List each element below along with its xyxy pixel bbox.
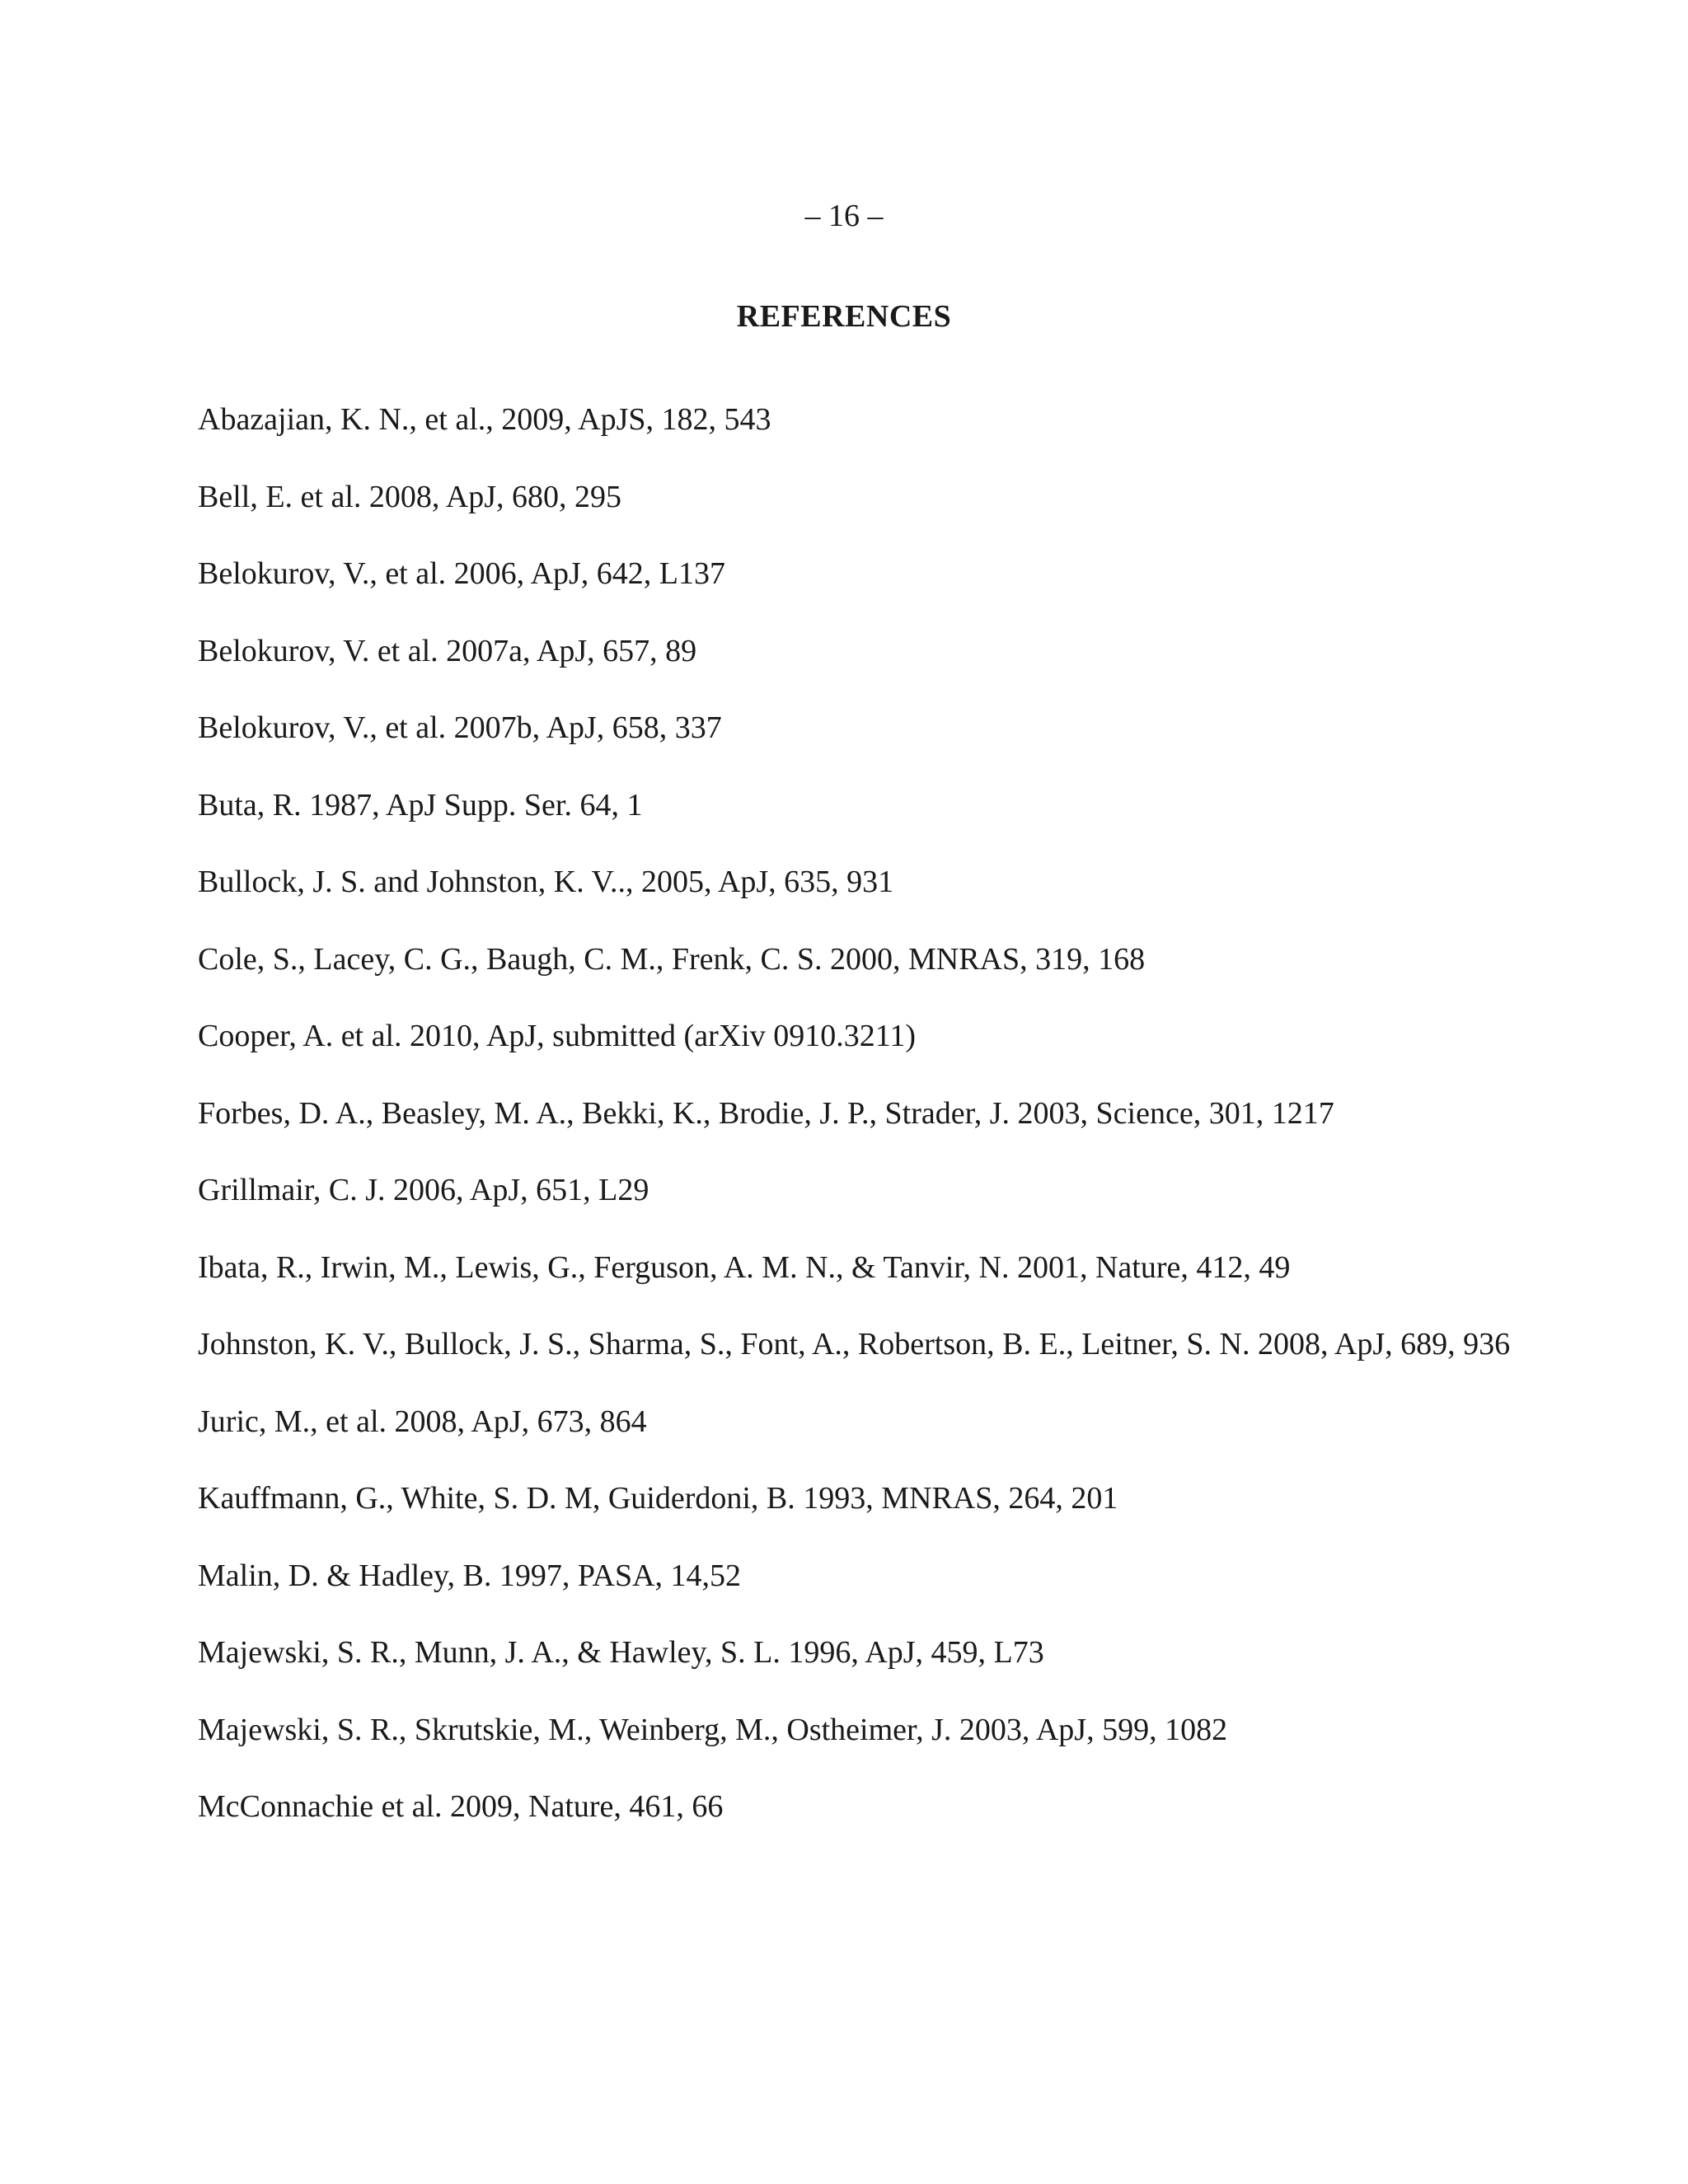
reference-item: Malin, D. & Hadley, B. 1997, PASA, 14,52: [198, 1558, 742, 1593]
reference-item: Majewski, S. R., Munn, J. A., & Hawley, S. L. 1996, ApJ, 459, L73: [198, 1635, 1044, 1670]
reference-item: McConnachie et al. 2009, Nature, 461, 66: [198, 1789, 724, 1824]
reference-item: Belokurov, V. et al. 2007a, ApJ, 657, 89: [198, 633, 697, 668]
reference-item: Belokurov, V., et al. 2007b, ApJ, 658, 337: [198, 710, 722, 745]
reference-item: Buta, R. 1987, ApJ Supp. Ser. 64, 1: [198, 787, 643, 823]
reference-item: Forbes, D. A., Beasley, M. A., Bekki, K., Brodie, J. P., Strader, J. 2003, Science, 301, 1217: [198, 1095, 1334, 1131]
reference-item: Bullock, J. S. and Johnston, K. V.., 2005, ApJ, 635, 931: [198, 865, 894, 899]
reference-item: Abazajian, K. N., et al., 2009, ApJS, 182, 543: [198, 402, 771, 437]
reference-item: Kauffmann, G., White, S. D. M, Guiderdoni, B. 1993, MNRAS, 264, 201: [198, 1481, 1118, 1516]
reference-item: Cole, S., Lacey, C. G., Baugh, C. M., Frenk, C. S. 2000, MNRAS, 319, 168: [198, 941, 1146, 977]
reference-list: [198, 389, 1517, 1854]
reference-item: Grillmair, C. J. 2006, ApJ, 651, L29: [198, 1173, 649, 1207]
page-number: – 16 –: [804, 199, 884, 233]
references-heading: REFERENCES: [736, 299, 952, 334]
reference-item: Johnston, K. V., Bullock, J. S., Sharma, S., Font, A., Robertson, B. E., Leitner, S. N. 2008, ApJ, 689, 936: [198, 1327, 1511, 1361]
reference-item: Bell, E. et al. 2008, ApJ, 680, 295: [198, 479, 622, 514]
reference-item: Majewski, S. R., Skrutskie, M., Weinberg, M., Ostheimer, J. 2003, ApJ, 599, 1082: [198, 1712, 1228, 1747]
reference-item: Ibata, R., Irwin, M., Lewis, G., Ferguson, A. M. N., & Tanvir, N. 2001, Nature, 412, 49: [198, 1249, 1291, 1285]
reference-item: Belokurov, V., et al. 2006, ApJ, 642, L137: [198, 556, 726, 591]
reference-item: Juric, M., et al. 2008, ApJ, 673, 864: [198, 1404, 647, 1439]
reference-item: Cooper, A. et al. 2010, ApJ, submitted (arXiv 0910.3211): [198, 1019, 916, 1053]
